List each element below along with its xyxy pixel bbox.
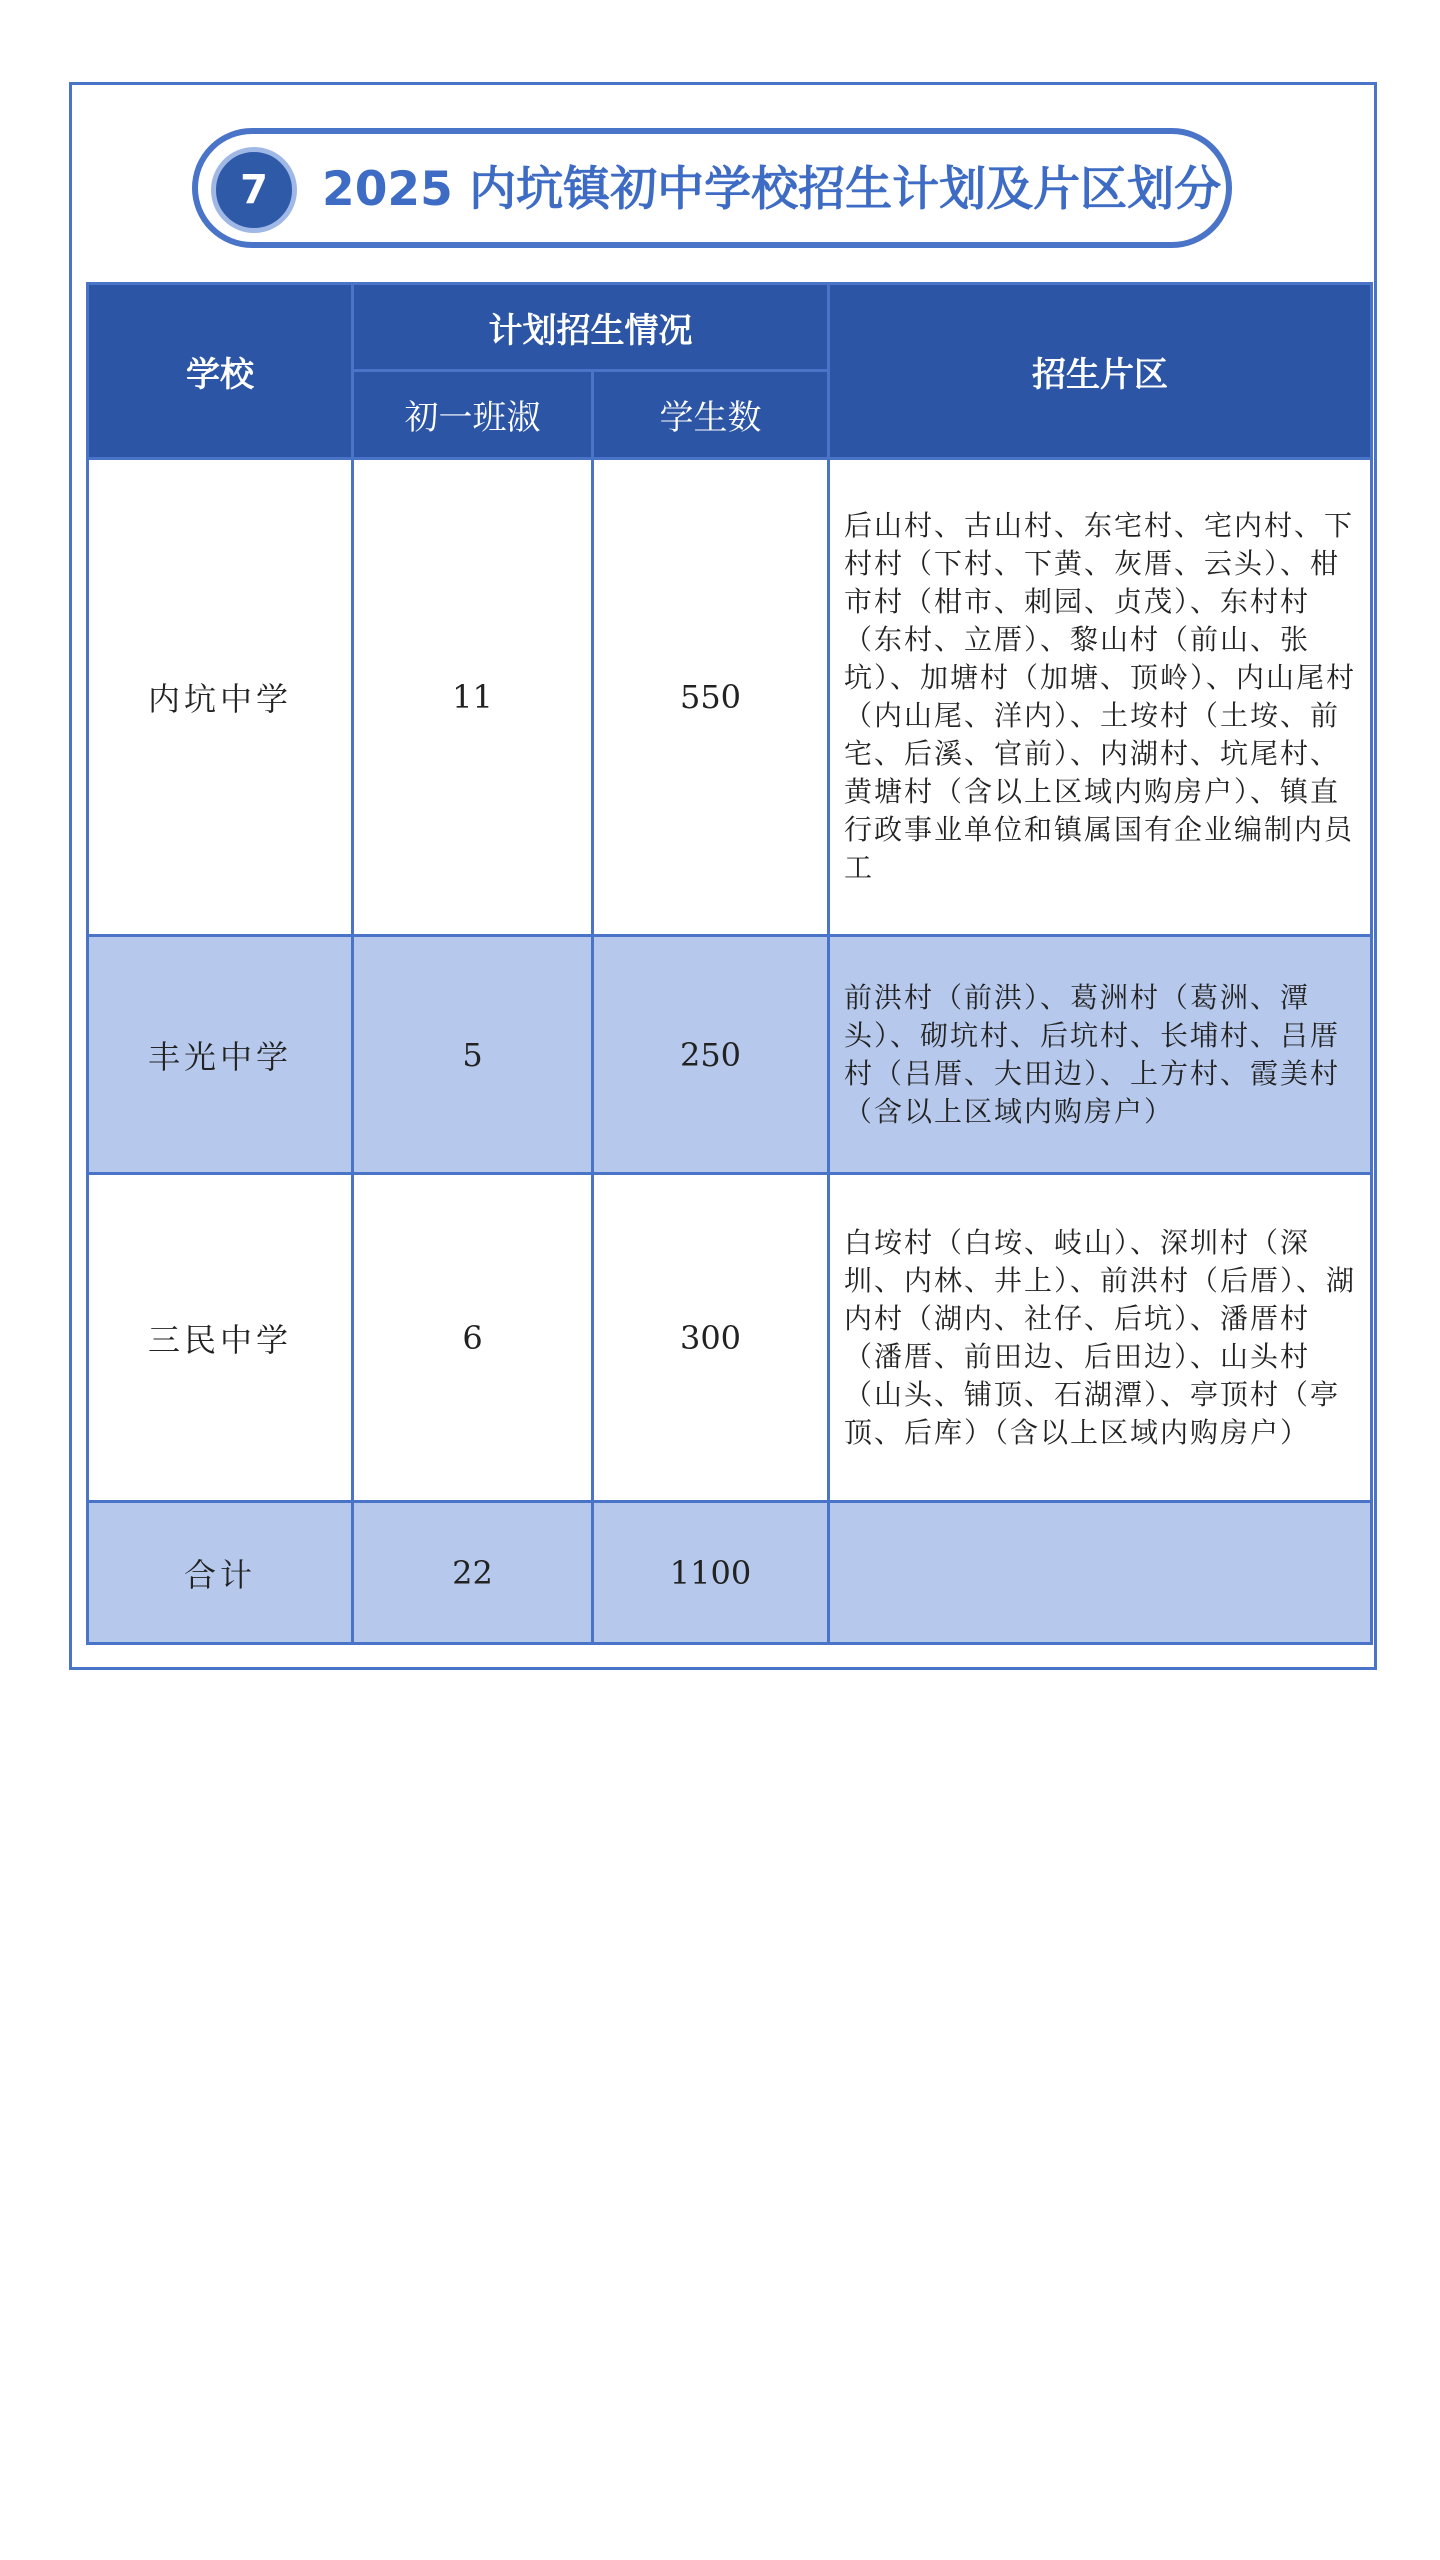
- enrollment-zone: 前洪村（前洪）、葛洲村（葛洲、潭头）、砌坑村、后坑村、长埔村、吕厝村（吕厝、大田边）、上方村、霞美村（含以上区域内购房户）: [829, 936, 1372, 1174]
- total-zone: [829, 1502, 1372, 1644]
- student-count: 550: [593, 459, 829, 936]
- table-row: [88, 1174, 1372, 1502]
- header-school: 学校: [88, 284, 353, 459]
- student-count: 300: [593, 1174, 829, 1502]
- school-name: 内坑中学: [88, 459, 353, 936]
- table-row: [88, 936, 1372, 1174]
- title-number-badge: 7: [211, 147, 297, 233]
- class-count: 6: [353, 1174, 593, 1502]
- header-students: 学生数: [593, 371, 829, 459]
- page-title: 2025 内坑镇初中学校招生计划及片区划分: [322, 162, 1222, 217]
- class-count: 11: [353, 459, 593, 936]
- school-name: 三民中学: [88, 1174, 353, 1502]
- table-row-total: [88, 1502, 1372, 1644]
- table-row: [88, 459, 1372, 936]
- header-classes: 初一班淑: [353, 371, 593, 459]
- total-student-count: 1100: [593, 1502, 829, 1644]
- student-count: 250: [593, 936, 829, 1174]
- header-plan: 计划招生情况: [353, 284, 829, 371]
- enrollment-zone: 后山村、古山村、东宅村、宅内村、下村村（下村、下黄、灰厝、云头）、柑市村（柑市、刺园、贞茂）、东村村（东村、立厝）、黎山村（前山、张坑）、加塘村（加塘、顶岭）、内山尾村（内山尾、洋内）、土垵村（土垵、前宅、后溪、官前）、内湖村、坑尾村、黄塘村（含以上区域内购房户）、镇直行政事业单位和镇属国有企业编制内员工: [829, 459, 1372, 936]
- enrollment-plan-table: [86, 282, 1373, 1645]
- school-name: 丰光中学: [88, 936, 353, 1174]
- class-count: 5: [353, 936, 593, 1174]
- total-class-count: 22: [353, 1502, 593, 1644]
- total-label: 合计: [88, 1502, 353, 1644]
- header-zone: 招生片区: [829, 284, 1372, 459]
- enrollment-zone: 白垵村（白垵、岐山）、深圳村（深圳、内林、井上）、前洪村（后厝）、湖内村（湖内、社仔、后坑）、潘厝村（潘厝、前田边、后田边）、山头村（山头、铺顶、石湖潭）、亭顶村（亭顶、后库）（含以上区域内购房户）: [829, 1174, 1372, 1502]
